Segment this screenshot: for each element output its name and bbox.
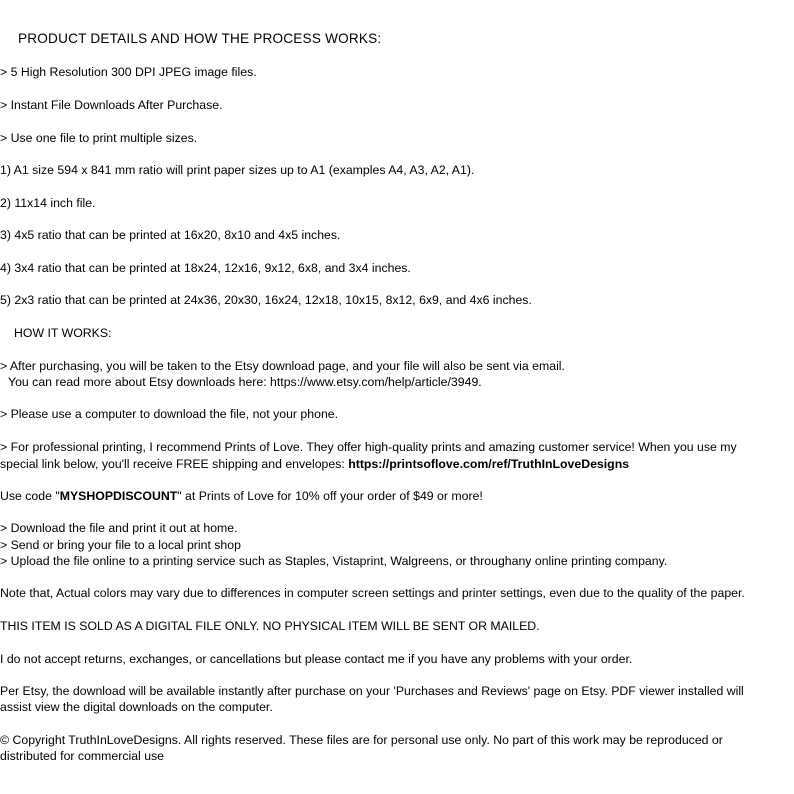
computer-note: > Please use a computer to download the file, not your phone. bbox=[0, 407, 339, 421]
copyright-line-2: distributed for commercial use bbox=[0, 749, 165, 763]
professional-printing-line: > For professional printing, I recommend Prints of Love. They offer high-quality prints and amazing customer service! When you use my bbox=[0, 440, 737, 454]
code-prefix: Use code " bbox=[0, 489, 60, 503]
discount-code: MYSHOPDISCOUNT bbox=[59, 489, 178, 503]
page-title: PRODUCT DETAILS AND HOW THE PROCESS WORKS: bbox=[18, 31, 382, 46]
etsy-download-line-2: assist view the digital downloads on the computer. bbox=[0, 700, 273, 714]
colors-note: Note that, Actual colors may vary due to differences in computer screen settings and printer settings, even due to the quality of the paper. bbox=[0, 586, 745, 600]
prints-of-love-link[interactable]: https://printsoflove.com/ref/TruthInLoveDesigns bbox=[348, 457, 630, 471]
size-item: 5) 2x3 ratio that can be printed at 24x36, 20x30, 16x24, 12x18, 10x15, 8x12, 6x9, and 4x6 inches. bbox=[0, 293, 532, 307]
detail-item: > Use one file to print multiple sizes. bbox=[0, 131, 198, 145]
after-purchase-line: > After purchasing, you will be taken to the Etsy download page, and your file will also be sent via email. bbox=[0, 359, 565, 373]
shipping-text: special link below, you'll receive FREE shipping and envelopes: bbox=[0, 457, 349, 471]
etsy-download-line: Per Etsy, the download will be available instantly after purchase on your 'Purchases and Reviews' page on Etsy. PDF viewer installed will bbox=[0, 684, 744, 698]
detail-item: > Instant File Downloads After Purchase. bbox=[0, 98, 223, 112]
print-option: > Send or bring your file to a local print shop bbox=[0, 538, 241, 552]
professional-printing-line-2 bbox=[0, 456, 629, 473]
returns-policy: I do not accept returns, exchanges, or cancellations but please contact me if you have any problems with your order. bbox=[0, 652, 633, 666]
size-item: 1) A1 size 594 x 841 mm ratio will print paper sizes up to A1 (examples A4, A3, A2, A1). bbox=[0, 163, 475, 177]
print-option: > Download the file and print it out at home. bbox=[0, 521, 238, 535]
discount-code-line bbox=[0, 488, 483, 505]
print-option: > Upload the file online to a printing service such as Staples, Vistaprint, Walgreens, or throughany online printing company. bbox=[0, 554, 668, 568]
code-suffix: " at Prints of Love for 10% off your order of $49 or more! bbox=[177, 489, 483, 503]
size-item: 4) 3x4 ratio that can be printed at 18x24, 12x16, 9x12, 6x8, and 3x4 inches. bbox=[0, 261, 411, 275]
size-item: 3) 4x5 ratio that can be printed at 16x20, 8x10 and 4x5 inches. bbox=[0, 228, 341, 242]
copyright-line: © Copyright TruthInLoveDesigns. All rights reserved. These files are for personal use only. No part of this work may be reproduced or bbox=[0, 733, 723, 747]
detail-item: > 5 High Resolution 300 DPI JPEG image files. bbox=[0, 65, 257, 79]
etsy-download-info-line: You can read more about Etsy downloads here: https://www.etsy.com/help/article/3949. bbox=[8, 375, 482, 389]
size-item: 2) 11x14 inch file. bbox=[0, 196, 96, 210]
how-it-works-heading: HOW IT WORKS: bbox=[14, 326, 112, 340]
digital-file-notice: THIS ITEM IS SOLD AS A DIGITAL FILE ONLY. NO PHYSICAL ITEM WILL BE SENT OR MAILED. bbox=[0, 619, 540, 633]
